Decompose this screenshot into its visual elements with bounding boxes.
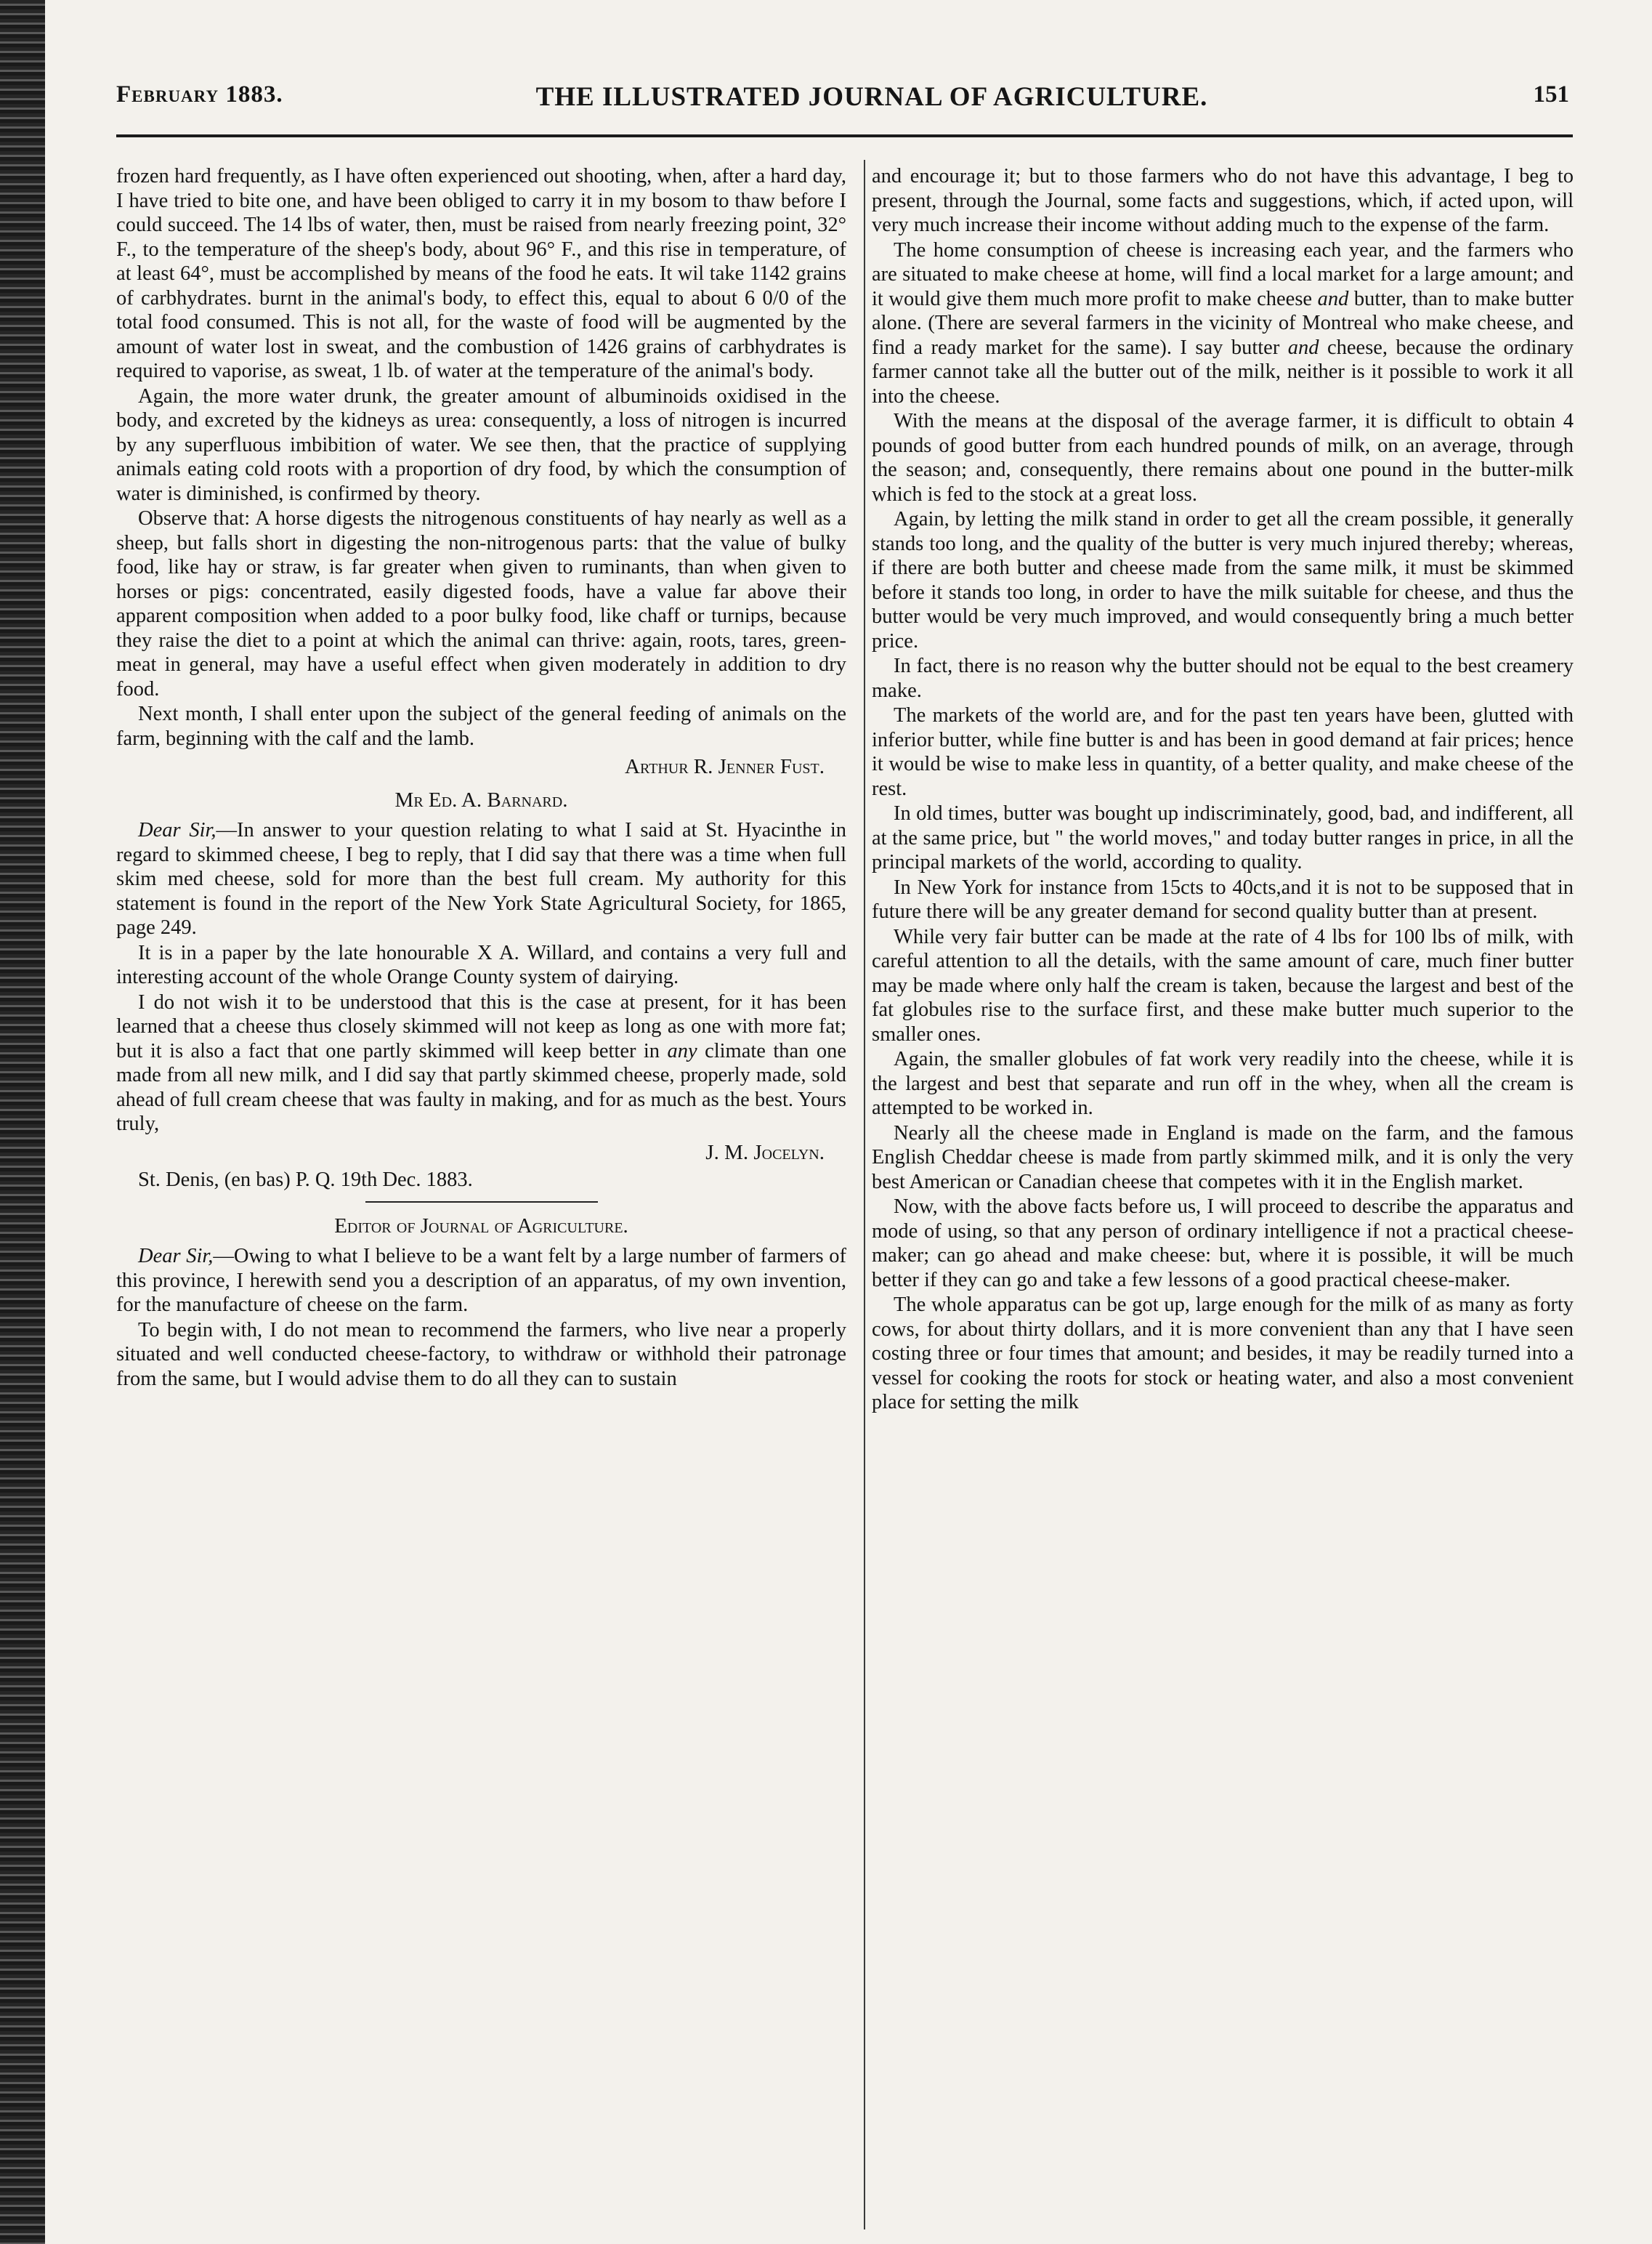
header-page-number: 151 (1533, 81, 1569, 108)
paragraph: To begin with, I do not mean to recommend the farmers, who live near a properly situated and well conducted cheese-factory, to withdraw or withhold their patronage from the same, but I would advise them to do all they can to sustain (116, 1318, 846, 1390)
paragraph: The whole apparatus can be got up, large enough for the milk of as many as forty cows, for about thirty dollars, and it is more convenient than any that I have seen costing three or four times that amount; and besides, it may be readily turned into a vessel for cooking the roots for stock or heating water, and also a most convenient place for setting the milk (872, 1293, 1574, 1413)
section-rule (365, 1201, 598, 1203)
header-rule (116, 134, 1573, 137)
paragraph: While very fair butter can be made at the rate of 4 lbs for 100 lbs of milk, with careful attention to all the details, with the same amount of care, much finer butter may be made where only half the cream is taken, because the largest and best of the fat globules rise to the surface first, and these make butter much superior to the smaller ones. (872, 925, 1574, 1046)
letter-heading-barnard: Mr Ed. A. Barnard. (394, 788, 568, 812)
signature-fust: Arthur R. Jenner Fust. (625, 755, 825, 778)
paragraph: and encourage it; but to those farmers who do not have this advantage, I beg to present, through the Journal, some facts and suggestions, which, if acted upon, will very much increase their income without adding much to the expense of the farm. (872, 165, 1574, 236)
paragraph: I do not wish it to be understood that this is the case at present, for it has been learned that a cheese thus closely skimmed will not keep as long as one with more fat; but it is also a fact that one partly skimmed will keep better in any climate than one made from all new milk, and I did say that partly skimmed cheese, properly made, sold ahead of full cream cheese that was faulty in making, and for as much as the best. Yours truly, (116, 990, 846, 1135)
header-title: THE ILLUSTRATED JOURNAL OF AGRICULTURE. (535, 82, 1208, 112)
paragraph: The home consumption of cheese is increasing each year, and the farmers who are situated to make cheese at home, will find a local market for a large amount; and it would give them much more profit to make cheese and butter, than to make butter alone. (There are several farmers in the vicinity of Montreal who make cheese, and find a ready market for the same). I say butter and cheese, because the ordinary farmer cannot take all the butter out of the milk, neither is it possible to work it all into the cheese. (872, 238, 1574, 408)
header-date: February 1883. (116, 81, 283, 108)
paragraph: Again, the smaller globules of fat work very readily into the cheese, while it is the largest and best that separate and run off in the whey, when all the cream is attempted to be worked in. (872, 1048, 1574, 1119)
paragraph: Observe that: A horse digests the nitrogenous constituents of hay nearly as well as a sheep, but falls short in digesting the non-nitrogenous parts: that the value of bulky food, like hay or straw, is far greater when given to ruminants, than when given to horses or pigs: concentrated, easily digested foods, have a value far above their apparent composition when added to a poor bulky food, like chaff or turnips, because they raise the diet to a point at which the animal can thrive: again, roots, tares, green-meat in general, may have a useful effect when given moderately in addition to dry food. (116, 507, 846, 701)
paragraph: It is in a paper by the late honourable X A. Willard, and contains a very full and interesting account of the whole Orange County system of dairying. (116, 941, 846, 988)
paragraph: Dear Sir,—In answer to your question relating to what I said at St. Hyacinthe in regard to skimmed cheese, I beg to reply, that I did say that there was a time when full skim med cheese, sold for more than the best full cream. My authority for this statement is found in the report of the New York State Agricultural Society, for 1865, page 249. (116, 819, 846, 939)
page-header (116, 81, 1569, 132)
paragraph: frozen hard frequently, as I have often experienced out shooting, when, after a hard day, I have tried to bite one, and have been obliged to carry it in my bosom to thaw before I could succeed. The 14 lbs of water, then, must be raised from nearly freezing point, 32° F., to the temperature of the sheep's body, about 96° F., and this rise in temperature, of at least 64°, must be accomplished by means of the food he eats. It wil take 1142 grains of carbhydrates. burnt in the animal's body, to effect this, equal to about 6 0/0 of the total food consumed. This is not all, for the waste of food will be augmented by the amount of water lost in sweat, and the combustion of 1426 grains of carbhydrates is required to vaporise, as sweat, 1 lb. of water at the temperature of the animal's body. (116, 165, 846, 382)
left-column (116, 164, 846, 1392)
salutation: Dear Sir, (138, 1245, 214, 1267)
paragraph: In fact, there is no reason why the butter should not be equal to the best creamery make. (872, 655, 1574, 702)
dateline: St. Denis, (en bas) P. Q. 19th Dec. 1883. (138, 1169, 473, 1191)
right-column (872, 164, 1574, 1416)
signature-jocelyn: J. M. Jocelyn. (705, 1140, 825, 1164)
paragraph: Nearly all the cheese made in England is made on the farm, and the famous English Cheddar cheese is made from partly skimmed milk, and it is only the very best American or Canadian cheese that competes with it in the English market. (872, 1121, 1574, 1193)
paragraph: In old times, butter was bought up indiscriminately, good, bad, and indifferent, all at the same price, but " the world moves," and today butter ranges in price, in all the principal markets of the world, according to quality. (872, 802, 1574, 873)
scan-edge-strip (0, 0, 45, 2244)
paragraph: In New York for instance from 15cts to 40cts,and it is not to be supposed that in future there will be any greater demand for second quality butter than at present. (872, 876, 1574, 923)
paragraph: The markets of the world are, and for the past ten years have been, glutted with inferior butter, while fine butter is and has been in good demand at fair prices; hence it would be wise to make less in quantity, of a better quality, and make cheese of the rest. (872, 704, 1574, 800)
column-divider (864, 160, 865, 2229)
paragraph: Next month, I shall enter upon the subject of the general feeding of animals on the farm, beginning with the calf and the lamb. (116, 703, 846, 750)
salutation: Dear Sir, (138, 819, 216, 842)
paragraph: Now, with the above facts before us, I will proceed to describe the apparatus and mode of using, so that any person of ordinary intelligence if not a practical cheese-maker; can go ahead and make cheese: but, where it is possible, it will be much better if they can go and take a few lessons of a good practical cheese-maker. (872, 1195, 1574, 1291)
paragraph: Again, by letting the milk stand in order to get all the cream possible, it generally stands too long, and the quality of the butter is very much injured thereby; whereas, if there are both butter and cheese made from the same milk, it must be skimmed before it stands too long, in order to have the milk suitable for cheese, and thus the butter would be very much improved, and would consequently bring a much better price. (872, 508, 1574, 653)
paragraph: With the means at the disposal of the average farmer, it is difficult to obtain 4 pounds of good butter from each hundred pounds of milk, on an average, through the season; and, consequently, there remains about one pound in the butter-milk which is fed to the stock at a great loss. (872, 410, 1574, 506)
paragraph: Again, the more water drunk, the greater amount of albuminoids oxidised in the body, and excreted by the kidneys as urea: consequently, a loss of nitrogen is incurred by any superfluous imbibition of water. We see then, that the practice of supplying animals eating cold roots with a proportion of dry food, by which the consumption of water is diminished, is confirmed by theory. (116, 384, 846, 505)
letter-heading-editor: Editor of Journal of Agriculture. (334, 1214, 628, 1238)
paragraph: Dear Sir,—Owing to what I believe to be a want felt by a large number of farmers of this province, I herewith send you a description of an apparatus, of my own invention, for the manufacture of cheese on the farm. (116, 1245, 846, 1316)
